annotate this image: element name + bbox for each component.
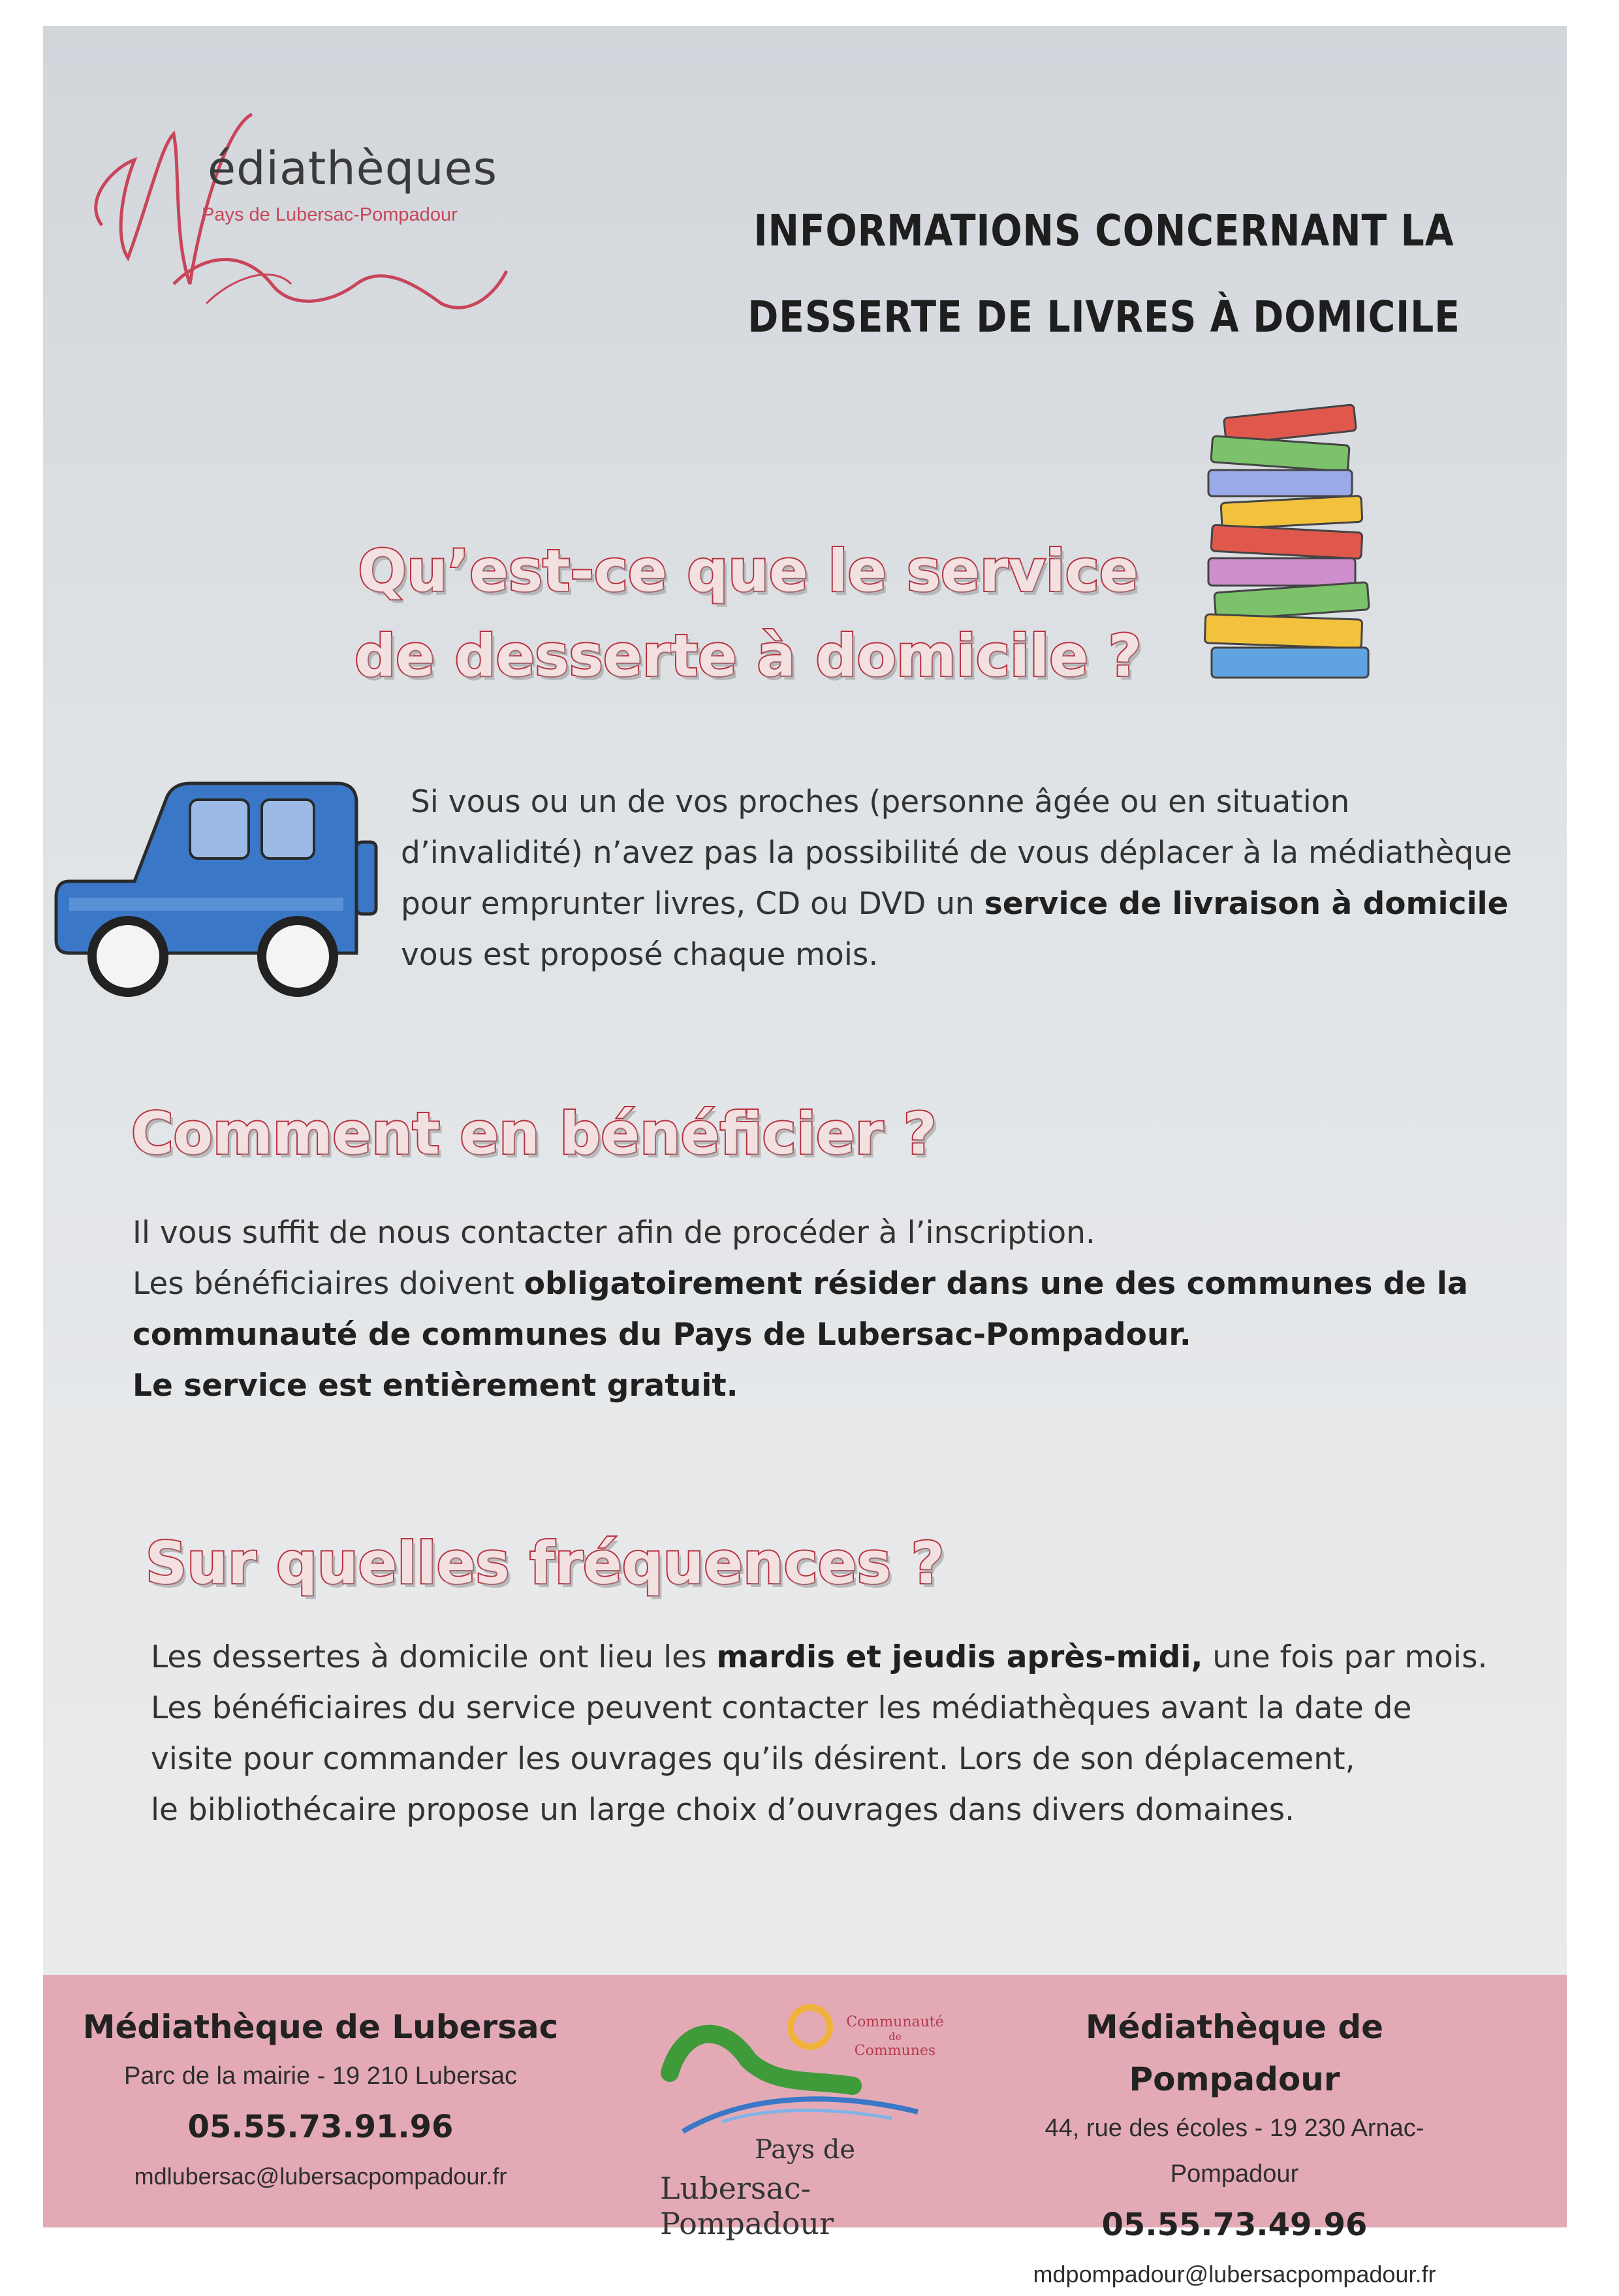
benefit-line-1: Il vous suffit de nous contacter afin de procéder à l’inscription. (133, 1215, 1095, 1251)
frequency-line-2: Les bénéficiaires du service peuvent contacter les médiathèques avant la date de (151, 1690, 1412, 1726)
lubersac-email[interactable]: mdlubersac@lubersacpompadour.fr (134, 2163, 507, 2190)
heading-what-is-service (340, 529, 1156, 699)
contact-pompadour (986, 2001, 1483, 2296)
intro-line-4: vous est proposé chaque mois. (401, 937, 879, 973)
intro-line-1: Si vous ou un de vos proches (personne âgée ou en situation (410, 784, 1350, 820)
heading-what-line-2: de desserte à domicile ? (354, 622, 1142, 689)
pompadour-email[interactable]: mdpompadour@lubersacpompadour.fr (1033, 2261, 1436, 2288)
cc-line-1: Communauté (846, 2014, 944, 2030)
page-title-line-1: INFORMATIONS CONCERNANT LA (753, 206, 1454, 256)
benefit-line-2b: obligatoirement résider dans une des communes de la (524, 1266, 1468, 1302)
cc-line-2: de (888, 2030, 902, 2043)
heading-how-to-benefit: Comment en bénéficier ? (131, 1100, 937, 1167)
intro-paragraph (401, 777, 1512, 981)
benefit-line-4: Le service est entièrement gratuit. (133, 1368, 738, 1404)
heading-frequency: Sur quelles fréquences ? (146, 1530, 945, 1597)
frequency-line-1a: Les dessertes à domicile ont lieu les (151, 1639, 717, 1675)
lubersac-phone[interactable]: 05.55.73.91.96 (187, 2109, 454, 2145)
heading-what-line-1: Qu’est-ce que le service (358, 537, 1139, 605)
flyer-page (43, 26, 1567, 2288)
lubersac-address: Parc de la mairie - 19 210 Lubersac (124, 2062, 517, 2090)
contact-lubersac (72, 2001, 569, 2198)
page-title-line-2: DESSERTE DE LIVRES À DOMICILE (747, 292, 1460, 342)
book-stack-icon (1199, 392, 1414, 692)
benefit-line-3: communauté de communes du Pays de Lubersac-Pompadour. (133, 1317, 1191, 1353)
page-title (683, 188, 1525, 360)
frequency-line-1b: mardis et jeudis après-midi, (716, 1639, 1203, 1675)
pompadour-address: 44, rue des écoles - 19 230 Arnac-Pompadour (1045, 2115, 1424, 2188)
mediatheques-logo (76, 88, 546, 336)
frequency-paragraph (151, 1632, 1487, 1836)
intro-line-2: d’invalidité) n’avez pas la possibilité de vous déplacer à la médiathèque (401, 835, 1513, 871)
intro-line-3b: service de livraison à domicile (984, 886, 1509, 922)
car-icon (50, 757, 389, 1005)
lubersac-name: Médiathèque de Lubersac (82, 2008, 559, 2046)
logo-subtitle: Pays de Lubersac-Pompadour (202, 204, 458, 225)
pompadour-name: Médiathèque de Pompadour (1085, 2008, 1384, 2098)
frequency-line-3: visite pour commander les ouvrages qu’ils désirent. Lors de son déplacement, (151, 1741, 1355, 1777)
frequency-line-1c: une fois par mois. (1202, 1639, 1488, 1675)
logo-word: édiathèques (208, 142, 498, 195)
intro-line-3a: pour emprunter livres, CD ou DVD un (401, 886, 984, 922)
communaute-communes-logo (644, 1981, 970, 2241)
cc-pays: Pays de (755, 2135, 856, 2165)
benefit-line-2a: Les bénéficiaires doivent (133, 1266, 524, 1302)
contact-footer (43, 1975, 1567, 2288)
pompadour-phone[interactable]: 05.55.73.49.96 (1101, 2207, 1368, 2243)
frequency-line-4: le bibliothécaire propose un large choix d’ouvrages dans divers domaines. (151, 1792, 1295, 1828)
cc-line-3: Communes (854, 2043, 936, 2059)
benefit-paragraph (133, 1208, 1468, 1411)
cc-name: Lubersac-Pompadour (660, 2171, 834, 2241)
